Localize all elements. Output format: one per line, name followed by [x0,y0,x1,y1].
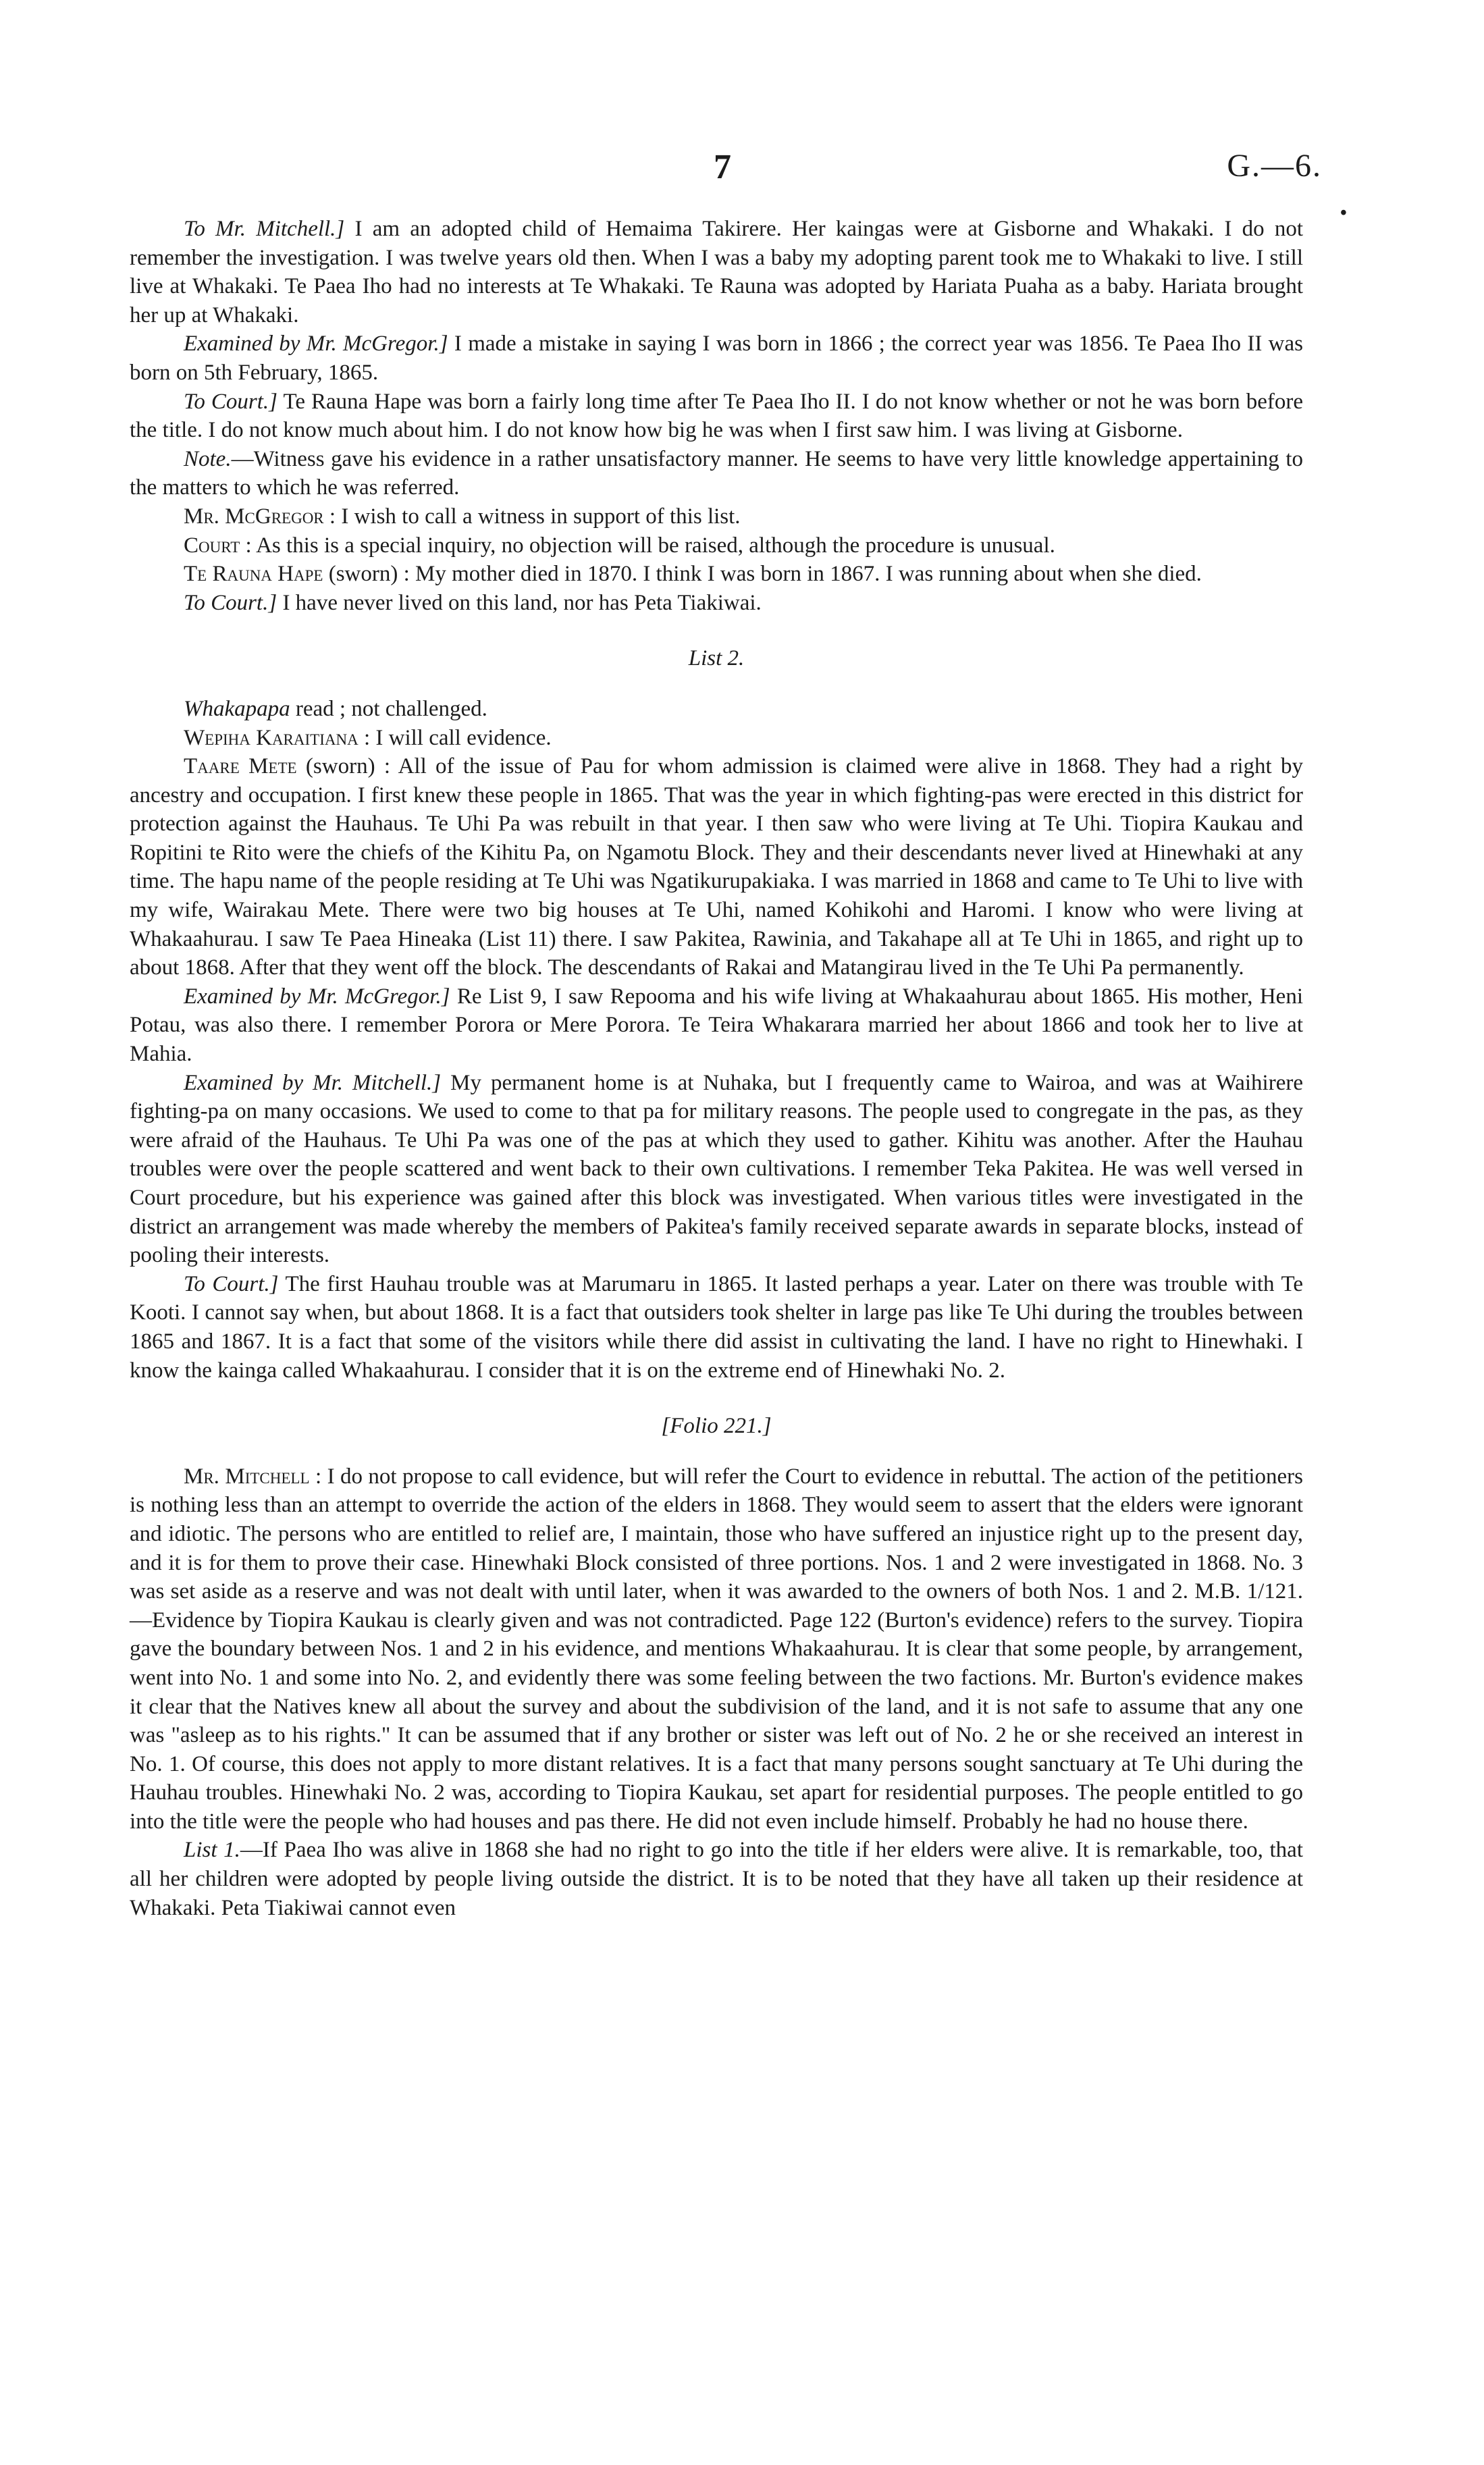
paragraph-text: : I will call evidence. [358,725,552,750]
paragraph-text: —If Paea Iho was alive in 1868 she had no right to go into the title if her elders were alive. It is remarkable, too, that all her children were adopted by people living outside the district. It is to be noted that they have all taken up their residence at Whakaki. Peta Tiakiwai cannot even [130,1838,1303,1920]
paragraph-lead: Examined by Mr. McGregor.] [184,984,450,1009]
paragraph-to-mitchell [130,215,1303,329]
paragraph-te-rauna-hape [130,560,1303,589]
speaker-name: Mr. McGregor [184,504,324,529]
paragraph-text: : As this is a special inquiry, no objection will be raised, although the procedure is unusual. [240,533,1055,558]
speaker-name: Te Rauna Hape [184,562,323,587]
paragraph-text: (sworn) : All of the issue of Pau for whom admission is claimed were alive in 1868. They had a right by ancestry and occupation. I first knew these people in 1865. That was the year in which fighting-pas were erected in this district for protection against the Hauhaus. Te Uhi Pa was rebuilt in that year. I then saw who were living at Te Uhi. Tiopira Kaukau and Ropitini te Rito were the chiefs of the Kihitu Pa, on Ngamotu Block. They and their descendants never lived at Hinewhaki at any time. The hapu name of the people residing at Te Uhi was Ngatikurupakiaka. I was married in 1868 and came to Te Uhi to live with my wife, Wairakau Mete. There were two big houses at Te Uhi, named Kohikohi and Haromi. I know who were living at Whakaahurau. I saw Te Paea Hineaka (List 11) there. I saw Pakitea, Rawinia, and Takahape all at Te Uhi in 1865, and right up to about 1868. After that they went off the block. The descendants of Rakai and Matangirau lived in the Te Uhi Pa permanently. [130,754,1303,980]
paragraph-text: —Witness gave his evidence in a rather unsatisfactory manner. He seems to have very little knowledge appertaining to the matters to which he was referred. [130,446,1303,500]
section-heading-folio: [Folio 221.] [661,1414,772,1439]
paragraph-text: Re List 9, I saw Repooma and his wife living at Whakaahurau about 1865. His mother, Heni Potau, was also there. I remember Porora or Mere Porora. Te Teira Whakarara married her about 1866 and took her to live at Mahia. [130,984,1303,1067]
paragraph-text: : I do not propose to call evidence, but will refer the Court to evidence in rebuttal. The action of the petitioners is nothing less than an attempt to override the action of the elders in 1868. They would seem to assert that the elders were ignorant and idiotic. The persons who are entitled to relief are, I maintain, those who have suffered an injustice right up to the present day, and it is for them to prove their case. Hinewhaki Block consisted of three portions. Nos. 1 and 2 were investigated in 1868. No. 3 was set aside as a reserve and was not dealt with until later, when it was awarded to the owners of both Nos. 1 and 2. M.B. 1/121.—Evidence by Tiopira Kaukau is clearly given and was not contradicted. Page 122 (Burton's evidence) refers to the survey. Tiopira gave the boundary between Nos. 1 and 2 in his evidence, and mentions Whakaahurau. It is clear that some people, by arrangement, went into No. 1 and some into No. 2, and evidently there was some feeling between the two factions. Mr. Burton's evidence makes it clear that the Natives knew all about the survey and about the subdivision of the land, and it is not safe to assume that any one was "asleep as to his rights." It can be assumed that if any brother or sister was left out of No. 2 he or she received an interest in No. 1. Of course, this does not apply to more distant relatives. It is a fact that many persons sought sanctuary at Te Uhi during the Hauhau troubles. Hinewhaki No. 2 was, according to Tiopira Kaukau, set apart for residential purposes. The people entitled to go into the title were the people who had houses and pas there. He did not even include himself. Probably he had no house there. [130,1464,1304,1834]
paragraph-lead: Examined by Mr. Mitchell.] [184,1070,442,1095]
document-body [130,215,1303,1922]
paragraph-whakapapa [130,695,1303,724]
paragraph-text: I am an adopted child of Hemaima Takirere. Her kaingas were at Gisborne and Whakaki. I do not remember the investigation. I was twelve years old then. When I was a baby my adopting parent took me to Whakaki to live. I still live at Whakaki. Te Paea Iho had no interests at Te Whakaki. Te Rauna was adopted by Hariata Puaha as a baby. Hariata brought her up at Whakaki. [130,217,1303,327]
paragraph-text: (sworn) : My mother died in 1870. I think I was born in 1867. I was running about when she died. [323,562,1202,587]
paragraph-lead: To Court.] [184,389,277,414]
paragraph-lead: Whakapapa [184,696,290,721]
paragraph-examined-mcgregor [130,982,1303,1069]
page-header [0,147,1484,223]
paragraph-text: I have never lived on this land, nor has Peta Tiakiwai. [277,590,762,615]
speaker-name: Mr. Mitchell [184,1464,310,1489]
paragraph-lead: To Mr. Mitchell.] [184,217,345,241]
paragraph-text: read ; not challenged. [290,696,487,721]
speaker-name: Taare Mete [184,754,297,779]
paragraph-lead: Note. [184,446,232,471]
paragraph-mcgregor-statement [130,502,1303,531]
paragraph-lead: To Court.] [184,1271,279,1296]
paragraph-text: : I wish to call a witness in support of this list. [323,504,741,529]
speaker-name: Court [184,533,240,558]
paragraph-examined-mcgregor [130,329,1303,387]
paragraph-text: I made a mistake in saying I was born in 1866 ; the correct year was 1856. Te Paea Iho II was born on 5th February, 1865. [130,332,1303,385]
paragraph-lead: To Court.] [184,590,277,615]
document-reference: G.—6. [1227,148,1322,184]
paragraph-list-1 [130,1836,1303,1922]
paragraph-text: The first Hauhau trouble was at Marumaru in 1865. It lasted perhaps a year. Later on there was trouble with Te Kooti. I cannot say when, but about 1868. It is a fact that outsiders took shelter in large pas like Te Uhi during the troubles between 1865 and 1867. It is a fact that some of the visitors while there did assist in cultivating the land. I have no right to Hinewhaki. I know the kainga called Whakaahurau. I consider that it is on the extreme end of Hinewhaki No. 2. [130,1271,1303,1383]
speaker-name: Wepiha Karaitiana [184,725,359,750]
paragraph-wepiha-karaitiana [130,724,1303,753]
section-heading-list-2: List 2. [688,646,745,671]
paragraph-taare-mete [130,752,1303,982]
paragraph-to-court [130,589,1303,618]
page-number: 7 [714,148,731,186]
paragraph-text: My permanent home is at Nuhaka, but I frequently came to Wairoa, and was at Waihirere fighting-pa on many occasions. We used to come to that pa for military reasons. The people used to congregate in the pas, as they were afraid of the Hauhaus. Te Uhi Pa was one of the pas at which they used to gather. Kihitu was another. After the Hauhau troubles were over the people scattered and went back to their own cultivations. I remember Teka Pakitea. He was well versed in Court procedure, but his experience was gained after this block was investigated. When various titles were investigated in the district an arrangement was made whereby the members of Pakitea's family received separate awards in separate blocks, instead of pooling their interests. [130,1070,1303,1268]
paragraph-note [130,445,1303,502]
paragraph-lead: List 1. [184,1838,240,1863]
paragraph-court-statement [130,531,1303,560]
paragraph-mitchell-submission [130,1462,1303,1836]
margin-dot: • [1340,203,1347,223]
paragraph-to-court [130,1270,1303,1385]
paragraph-lead: Examined by Mr. McGregor.] [184,332,448,356]
paragraph-to-court [130,388,1303,445]
paragraph-examined-mitchell [130,1069,1303,1270]
paragraph-text: Te Rauna Hape was born a fairly long time after Te Paea Iho II. I do not know whether or not he was born before the title. I do not know much about him. I do not know how big he was when I first saw him. I was living at Gisborne. [130,389,1304,443]
